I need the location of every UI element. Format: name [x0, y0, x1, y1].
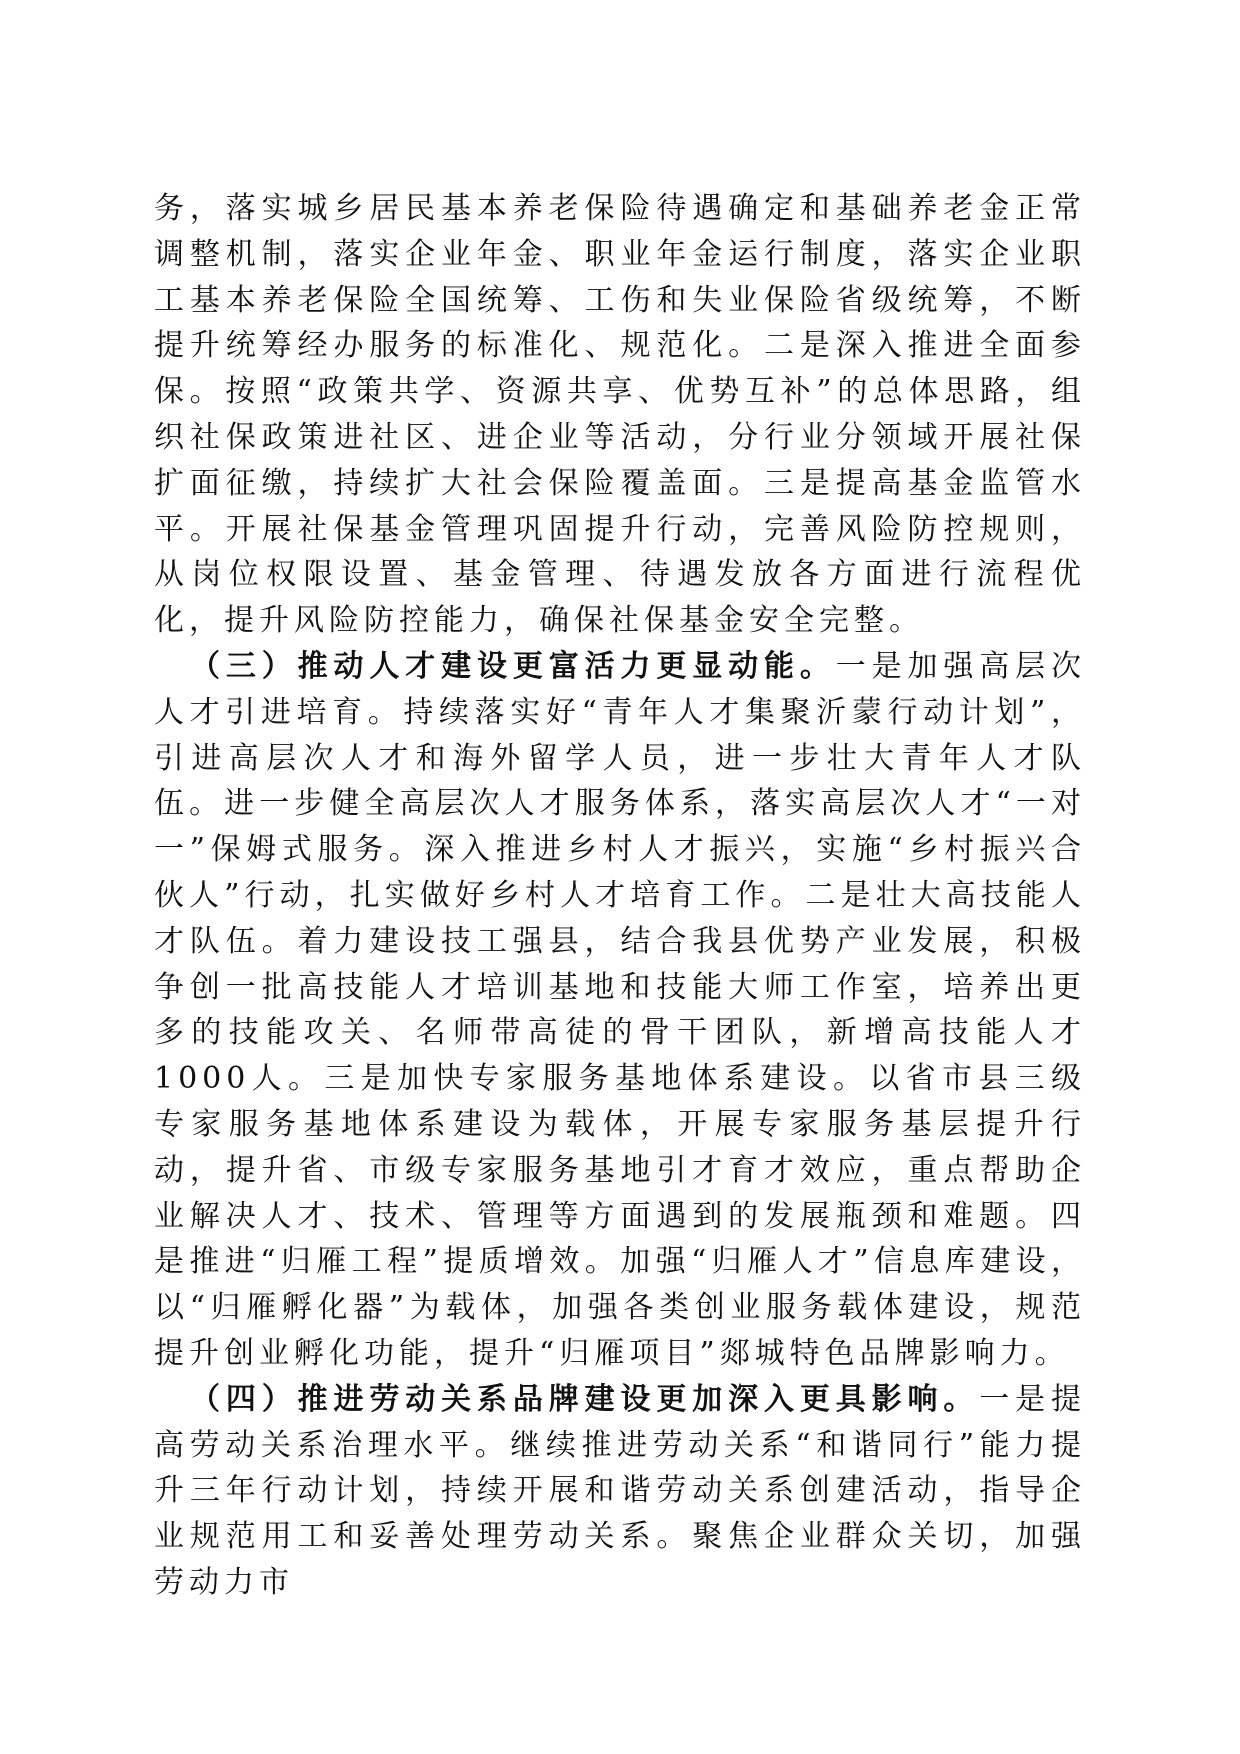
document-body	[154, 186, 1086, 1606]
section-heading-labor: （四）推进劳动关系品牌建设更加深入更具影响。	[190, 1381, 980, 1417]
paragraph-labor-relations	[154, 1377, 1086, 1606]
section-heading-talent: （三）推动人才建设更富活力更显动能。	[190, 648, 836, 684]
section-body-talent: 一是加强高层次人才引进培育。持续落实好“青年人才集聚沂蒙行动计划”，引进高层次人才和海外留学人员，进一步壮大青年人才队伍。进一步健全高层次人才服务体系，落实高层次人才“一对一”保姆式服务。深入推进乡村人才振兴，实施“乡村振兴合伙人”行动，扎实做好乡村人才培育工作。二是壮大高技能人才队伍。着力建设技工强县，结合我县优势产业发展，积极争创一批高技能人才培训基地和技能大师工作室，培养出更多的技能攻关、名师带高徒的骨干团队，新增高技能人才1000人。三是加快专家服务基地体系建设。以省市县三级专家服务基地体系建设为载体，开展专家服务基层提升行动，提升省、市级专家服务基地引才育才效应，重点帮助企业解决人才、技术、管理等方面遇到的发展瓶颈和难题。四是推进“归雁工程”提质增效。加强“归雁人才”信息库建设，以“归雁孵化器”为载体，加强各类创业服务载体建设，规范提升创业孵化功能，提升“归雁项目”郯城特色品牌影响力。	[154, 648, 1086, 1371]
paragraph-talent-building	[154, 644, 1086, 1377]
paragraph-pension-continuation: 务，落实城乡居民基本养老保险待遇确定和基础养老金正常调整机制，落实企业年金、职业年金运行制度，落实企业职工基本养老保险全国统筹、工伤和失业保险省级统筹，不断提升统筹经办服务的标准化、规范化。二是深入推进全面参保。按照“政策共学、资源共享、优势互补”的总体思路，组织社保政策进社区、进企业等活动，分行业分领域开展社保扩面征缴，持续扩大社会保险覆盖面。三是提高基金监管水平。开展社保基金管理巩固提升行动，完善风险防控规则，从岗位权限设置、基金管理、待遇发放各方面进行流程优化，提升风险防控能力，确保社保基金安全完整。	[154, 191, 1086, 639]
section-body-labor: 一是提高劳动关系治理水平。继续推进劳动关系“和谐同行”能力提升三年行动计划，持续开展和谐劳动关系创建活动，指导企业规范用工和妥善处理劳动关系。聚焦企业群众关切，加强劳动力市	[154, 1381, 1086, 1600]
